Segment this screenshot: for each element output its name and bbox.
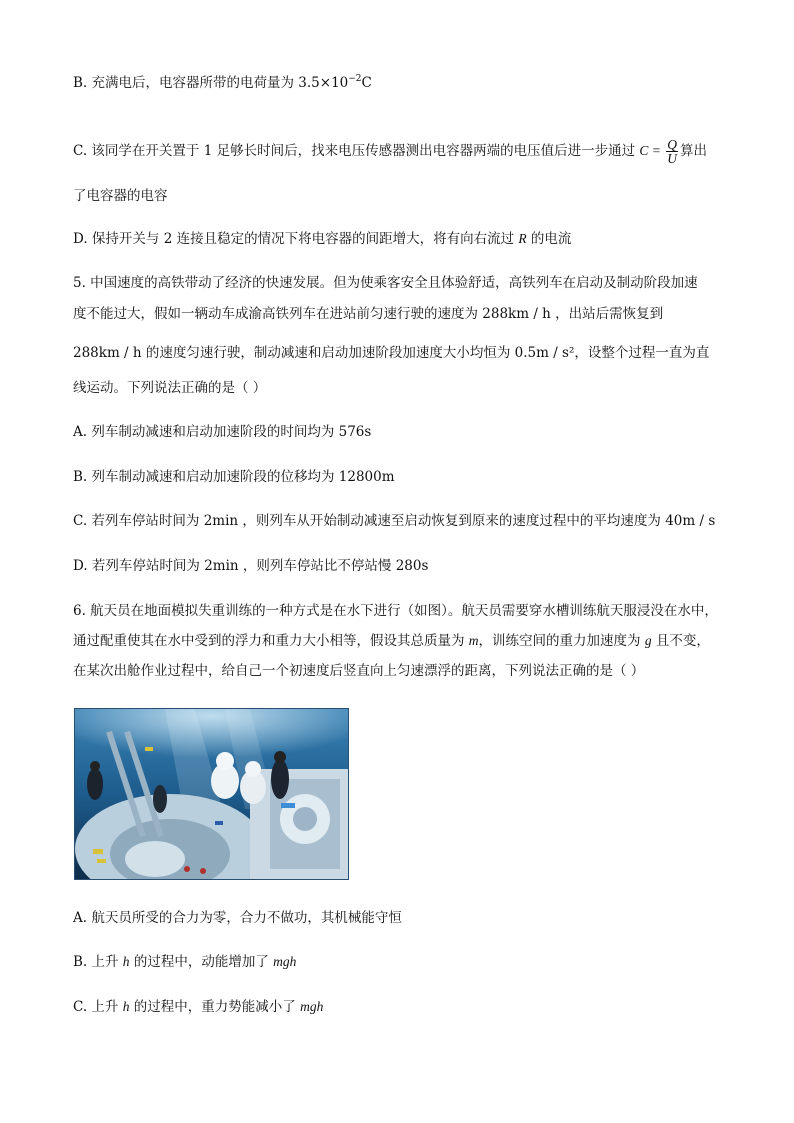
q6-option-b-text-mid: 的过程中，动能增加了 xyxy=(129,954,274,970)
q6-stem-line2-text-mid: ，训练空间的重力加速度为 xyxy=(478,633,645,649)
q4-option-c xyxy=(73,138,707,165)
q4-option-c-text-end: 算出 xyxy=(680,143,708,159)
q6-option-c-var-h: h xyxy=(122,999,130,1014)
q6-option-c-mgh: mgh xyxy=(300,999,324,1014)
fraction-numerator: Q xyxy=(667,137,678,152)
q5-option-a: A. 列车制动减速和启动加速阶段的时间均为 576s xyxy=(73,424,372,440)
q4-option-d-var: R xyxy=(518,231,527,246)
fraction-denominator: U xyxy=(667,151,678,166)
q6-stem-line2-text: 通过配重使其在水中受到的浮力和重力大小相等，假设其总质量为 xyxy=(73,633,469,649)
q6-stem-line2 xyxy=(73,631,710,651)
q4-option-b-exponent: −2 xyxy=(348,74,362,84)
q4-option-c-line2: 了电容器的电容 xyxy=(73,188,168,204)
q6-option-b-text: B. 上升 xyxy=(73,954,123,970)
q4-option-b xyxy=(73,73,372,93)
q4-option-d xyxy=(73,229,571,249)
q6-stem-line1: 6. 航天员在地面模拟失重训练的一种方式是在水下进行（如图）。航天员需要穿水槽训练航天服浸没在水中， xyxy=(73,603,718,619)
q5-stem-line4: 线运动。下列说法正确的是（ ） xyxy=(73,380,267,396)
q6-var-g: g xyxy=(644,633,652,648)
q4-option-b-unit: C xyxy=(361,75,372,91)
q6-var-m: m xyxy=(468,633,479,648)
q6-option-c-text: C. 上升 xyxy=(73,999,123,1015)
q4-option-d-text-end: 的电流 xyxy=(526,231,572,247)
q6-option-c-text-mid: 的过程中，重力势能减小了 xyxy=(129,999,301,1015)
q6-option-b-mgh: mgh xyxy=(273,954,297,969)
q5-option-d: D. 若列车停站时间为 2min ，则列车停站比不停站慢 280s xyxy=(73,558,429,574)
underwater-scene-illustration xyxy=(75,709,348,879)
q5-option-c: C. 若列车停站时间为 2min ，则列车从开始制动减速至启动恢复到原来的速度过程中的平均速度为 40m / s xyxy=(73,513,716,529)
underwater-training-photo xyxy=(74,708,349,880)
capacitance-fraction xyxy=(666,138,678,165)
q6-option-b-var-h: h xyxy=(122,954,130,969)
q4-option-b-text: B. 充满电后，电容器所带的电荷量为 3.5×10 xyxy=(73,75,349,91)
q6-stem-line3: 在某次出舱作业过程中，给自己一个初速度后竖直向上匀速漂浮的距离，下列说法正确的是（ ） xyxy=(73,663,645,679)
q5-stem-line2: 度不能过大，假如一辆动车成渝高铁列车在进站前匀速行驶的速度为 288km / h ，出站后需恢复到 xyxy=(73,306,664,322)
q5-stem-line3: 288km / h 的速度匀速行驶，制动减速和启动加速阶段加速度大小均恒为 0.5m / s²，设整个过程一直为直 xyxy=(73,345,710,361)
q4-option-d-text: D. 保持开关与 2 连接且稳定的情况下将电容器的间距增大，将有向右流过 xyxy=(73,231,519,247)
q4-option-c-text: C. 该同学在开关置于 1 足够长时间后，找来电压传感器测出电容器两端的电压值后进一步通过 xyxy=(73,143,640,159)
q6-option-a: A. 航天员所受的合力为零，合力不做功，其机械能守恒 xyxy=(73,910,402,926)
q6-option-b xyxy=(73,952,296,972)
q5-stem-line1: 5. 中国速度的高铁带动了经济的快速发展。但为使乘客安全且体验舒适，高铁列车在启动及制动阶段加速 xyxy=(73,275,698,291)
q4-option-c-formula-lhs: C = xyxy=(639,143,665,158)
q6-stem-line2-text-end: 且不变， xyxy=(651,633,710,649)
q6-option-c xyxy=(73,997,323,1017)
q5-option-b: B. 列车制动减速和启动加速阶段的位移均为 12800m xyxy=(73,469,395,485)
